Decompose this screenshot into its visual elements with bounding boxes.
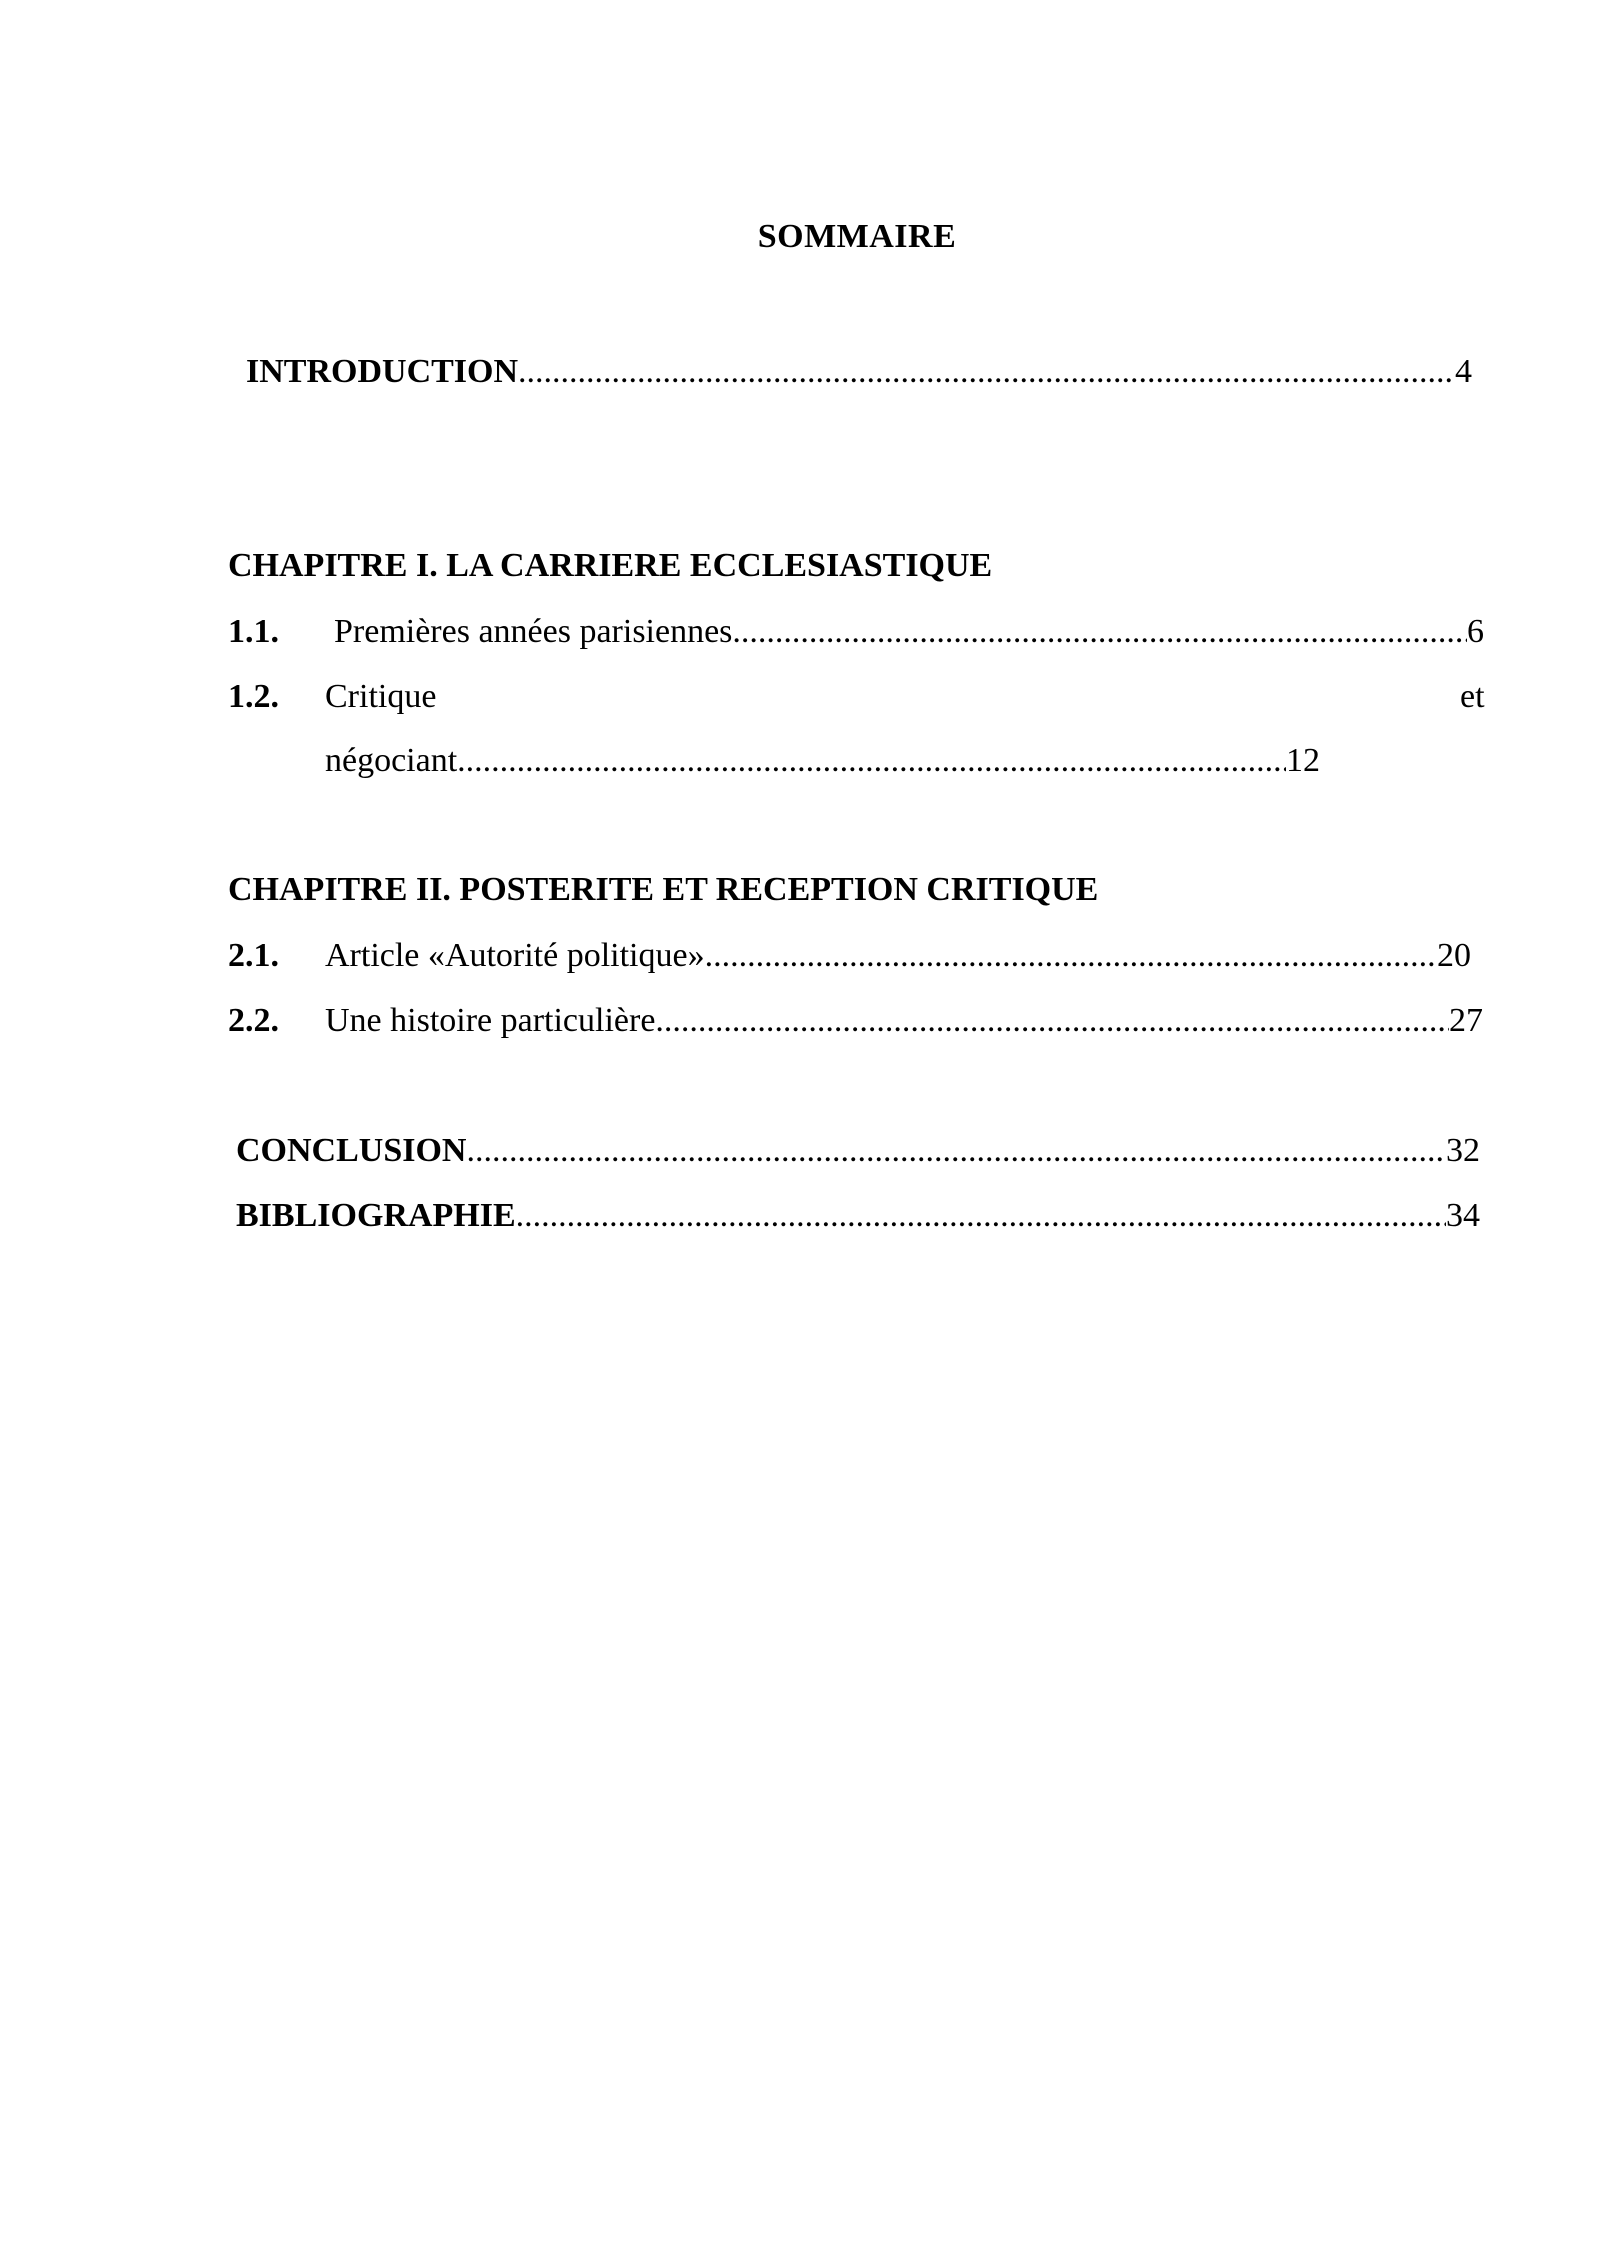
toc-entry-section-1-2 [325,741,1320,781]
toc-entry-label: CONCLUSION [236,1132,467,1169]
toc-page-number: 32 [1446,1132,1480,1169]
toc-entry-label-part: Critique [325,678,437,715]
section-number: 2.2. [228,1002,279,1039]
toc-entry-conclusion [236,1131,1480,1171]
chapter-heading-1: CHAPITRE I. LA CARRIERE ECCLESIASTIQUE [228,547,993,584]
section-number: 1.2. [228,678,279,715]
toc-entry-section-2-2 [325,1001,1483,1041]
toc-page-number: 20 [1437,937,1471,974]
toc-entry-label: Une histoire particulière [325,1002,656,1039]
toc-entry-label: INTRODUCTION [246,353,519,390]
toc-page-number: 27 [1449,1002,1483,1039]
toc-entry-label: négociant [325,742,458,779]
toc-page-number: 34 [1446,1197,1480,1234]
dot-leader [516,1196,1446,1236]
section-number: 1.1. [228,613,279,650]
toc-page-number: 12 [1286,742,1320,779]
toc-entry-introduction [246,352,1472,392]
toc-entry-bibliography [236,1196,1480,1236]
toc-entry-label-part: et [1460,678,1485,715]
section-number: 2.1. [228,937,279,974]
toc-page-number: 6 [1467,613,1484,650]
toc-entry-label: Article «Autorité politique» [325,937,705,974]
toc-entry-label: Premières années parisiennes [334,613,733,650]
dot-leader [732,612,1467,652]
toc-page-number: 4 [1455,353,1472,390]
dot-leader [705,936,1437,976]
dot-leader [457,741,1286,781]
toc-entry-section-2-1 [325,936,1471,976]
dot-leader [518,352,1455,392]
toc-entry-section-1-1 [334,612,1484,652]
chapter-heading-2: CHAPITRE II. POSTERITE ET RECEPTION CRITIQUE [228,871,1099,908]
page-title: SOMMAIRE [757,218,957,255]
toc-entry-label: BIBLIOGRAPHIE [236,1197,516,1234]
dot-leader [655,1001,1449,1041]
dot-leader [466,1131,1446,1171]
